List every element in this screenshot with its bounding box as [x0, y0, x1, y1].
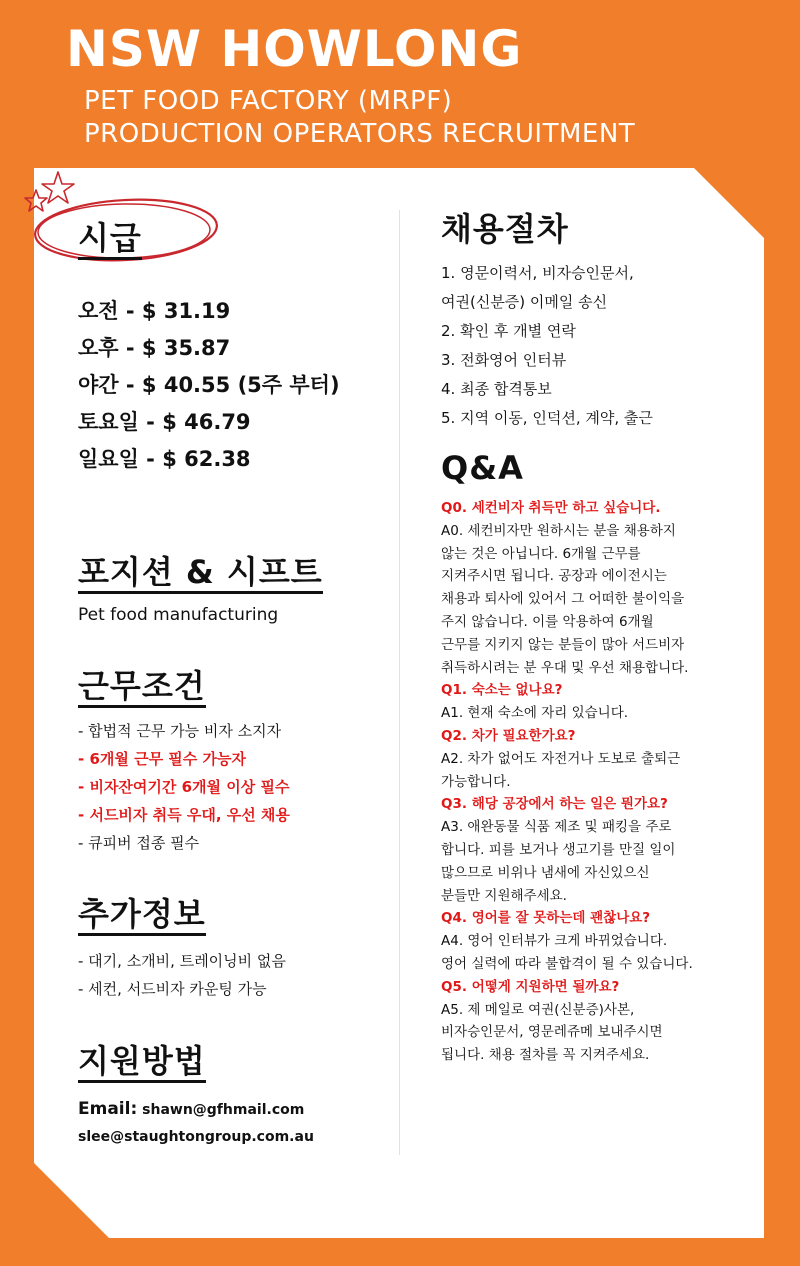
qa-question: Q5. 어떻게 지원하면 될까요?	[441, 978, 620, 995]
qa-question: Q3. 해당 공장에서 하는 일은 뭔가요?	[441, 796, 668, 813]
qa-answer-line: 않는 것은 아닙니다. 6개월 근무를	[441, 545, 641, 562]
poster-subtitle-line2: PRODUCTION OPERATORS RECRUITMENT	[84, 119, 636, 149]
qa-answer-line: 많으므로 비위나 냄새에 자신있으신	[441, 864, 650, 881]
qa-answer-line: 채용과 퇴사에 있어서 그 어떠한 불이익을	[441, 591, 685, 608]
qa-question: Q0. 세컨비자 취득만 하고 싶습니다.	[441, 500, 661, 516]
qa-answer-line: A2. 차가 없어도 자전거나 도보로 출퇴근	[441, 750, 681, 767]
process-line: 여권(신분증) 이메일 송신	[441, 293, 608, 311]
qa-answer-line: A3. 애완동물 식품 제조 및 패킹을 주로	[441, 819, 672, 836]
poster-title: NSW HOWLONG	[66, 20, 523, 78]
condition-item: - 서드비자 취득 우대, 우선 채용	[78, 806, 290, 824]
condition-item: - 비자잔여기간 6개월 이상 필수	[78, 778, 290, 796]
email-line-2	[78, 1129, 314, 1145]
qa-answer-line: 지켜주시면 됩니다. 공장과 에이전시는	[441, 568, 667, 585]
qa-answer-line: 근무를 지키지 않는 분들이 많아 서드비자	[441, 636, 685, 653]
qa-answer-line: 주지 않습니다. 이를 악용하여 6개월	[441, 613, 654, 630]
extra-info-item: - 세컨, 서드비자 카운팅 가능	[78, 980, 267, 998]
column-divider	[399, 210, 400, 1155]
qa-question: Q1. 숙소는 없나요?	[441, 682, 563, 699]
email-link-1[interactable]: shawn@gfhmail.com	[142, 1102, 305, 1118]
condition-item: - 6개월 근무 필수 가능자	[78, 750, 246, 768]
wage-item-morning: 오전 - $ 31.19	[78, 299, 231, 323]
qa-answer-line: 가능합니다.	[441, 773, 511, 790]
process-line: 5. 지역 이동, 인덕션, 계약, 출근	[441, 409, 653, 427]
extra-info-heading: 추가정보	[78, 898, 206, 936]
position-heading: 포지션 & 시프트	[78, 556, 323, 594]
process-line: 4. 최종 합격통보	[441, 380, 552, 398]
wage-item-afternoon: 오후 - $ 35.87	[78, 336, 231, 360]
wage-item-saturday: 토요일 - $ 46.79	[78, 410, 251, 434]
qa-answer-line: A5. 제 메일로 여권(신분증)사본,	[441, 1001, 635, 1018]
email-line-1	[78, 1099, 304, 1119]
qa-answer-line: 비자승인문서, 영문레쥬메 보내주시면	[441, 1024, 663, 1041]
wage-item-night: 야간 - $ 40.55 (5주 부터)	[78, 373, 340, 397]
qa-answer-line: 합니다. 피를 보거나 생고기를 만질 일이	[441, 841, 676, 858]
process-list	[441, 260, 653, 434]
wage-list	[78, 296, 340, 481]
condition-item: - 큐피버 접종 필수	[78, 834, 200, 852]
qa-list	[441, 497, 741, 1067]
process-heading: 채용절차	[441, 210, 569, 248]
wage-item-sunday: 일요일 - $ 62.38	[78, 447, 251, 471]
apply-heading: 지원방법	[78, 1045, 206, 1083]
qa-answer-line: 취득하시려는 분 우대 및 우선 채용합니다.	[441, 659, 689, 676]
qa-answer-line: 됩니다. 채용 절차를 꼭 지켜주세요.	[441, 1047, 650, 1064]
conditions-list	[78, 719, 290, 859]
extra-info-item: - 대기, 소개비, 트레이닝비 없음	[78, 952, 286, 970]
qa-answer-line: A0. 세컨비자만 원하시는 분을 채용하지	[441, 522, 676, 539]
extra-info-list	[78, 949, 286, 1005]
qa-question: Q2. 차가 필요한가요?	[441, 727, 576, 744]
email-link-2[interactable]: slee@staughtongroup.com.au	[78, 1129, 314, 1145]
email-label: Email:	[78, 1099, 138, 1119]
process-line: 3. 전화영어 인터뷰	[441, 351, 567, 369]
position-text: Pet food manufacturing	[78, 605, 279, 625]
process-line: 1. 영문이력서, 비자승인문서,	[441, 264, 634, 282]
qa-answer-line: 분들만 지원해주세요.	[441, 887, 567, 904]
wage-heading: 시급	[78, 222, 142, 260]
qa-answer-line: A4. 영어 인터뷰가 크게 바뀌었습니다.	[441, 933, 668, 950]
process-line: 2. 확인 후 개별 연락	[441, 322, 576, 340]
poster-subtitle-line1: PET FOOD FACTORY (MRPF)	[84, 86, 453, 116]
condition-item: - 합법적 근무 가능 비자 소지자	[78, 722, 282, 740]
qa-question: Q4. 영어를 잘 못하는데 괜찮나요?	[441, 910, 651, 927]
qa-answer-line: A1. 현재 숙소에 자리 있습니다.	[441, 705, 629, 722]
conditions-heading: 근무조건	[78, 670, 206, 708]
qa-answer-line: 영어 실력에 따라 불합격이 될 수 있습니다.	[441, 955, 693, 972]
qa-heading: Q&A	[441, 449, 524, 487]
